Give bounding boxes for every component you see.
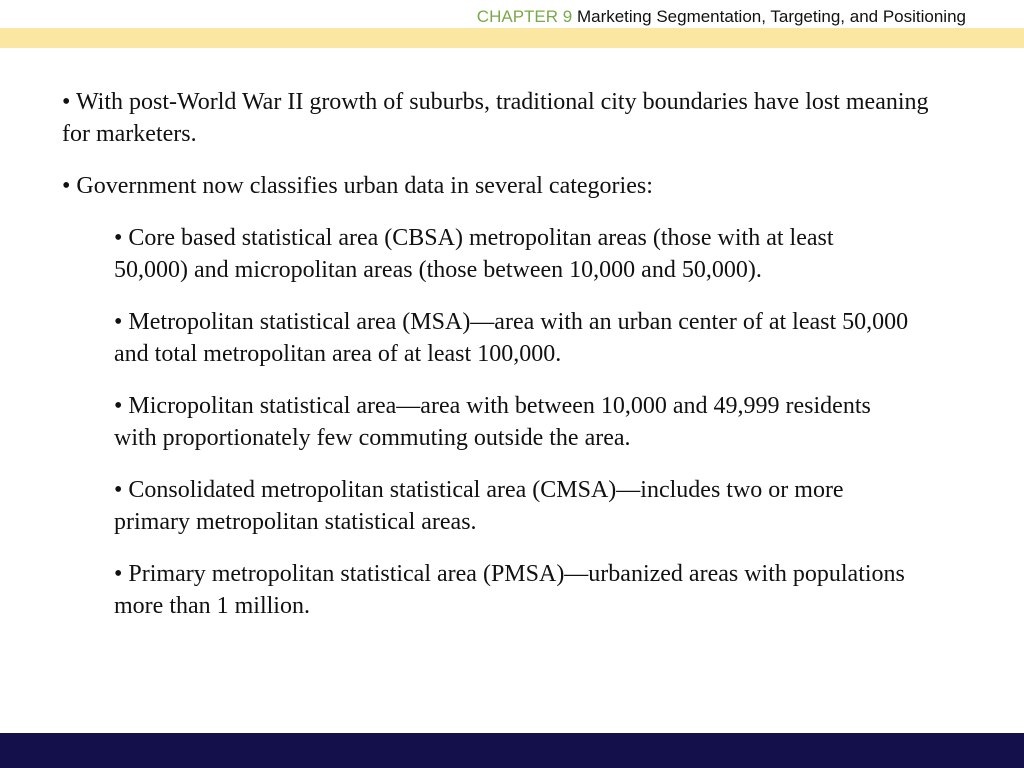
sub-bullet-msa: • Metropolitan statistical area (MSA)—area with an urban center of at least 50,000 and total metropolitan area of at least 100,000. xyxy=(114,309,909,367)
sub-bullet-micropolitan: • Micropolitan statistical area—area with between 10,000 and 49,999 residents with proportionately few commuting outside the area. xyxy=(114,393,871,451)
chapter-title: Marketing Segmentation, Targeting, and Positioning xyxy=(576,7,966,26)
sub-bullet-pmsa: • Primary metropolitan statistical area (PMSA)—urbanized areas with populations more than 1 million. xyxy=(114,561,905,619)
slide-content xyxy=(62,86,962,642)
footer-band xyxy=(0,733,1024,768)
slide-header xyxy=(477,7,966,27)
bullet-suburbs: • With post-World War II growth of suburbs, traditional city boundaries have lost meaning for marketers. xyxy=(62,89,929,147)
bullet-government-categories: • Government now classifies urban data in several categories: xyxy=(62,173,653,199)
chapter-label: CHAPTER 9 xyxy=(476,7,573,26)
sub-bullet-cmsa: • Consolidated metropolitan statistical area (CMSA)—includes two or more primary metropolitan statistical areas. xyxy=(114,477,844,535)
header-band xyxy=(0,28,1024,48)
sub-bullet-cbsa: • Core based statistical area (CBSA) metropolitan areas (those with at least 50,000) and micropolitan areas (those between 10,000 and 50,000). xyxy=(114,225,834,283)
